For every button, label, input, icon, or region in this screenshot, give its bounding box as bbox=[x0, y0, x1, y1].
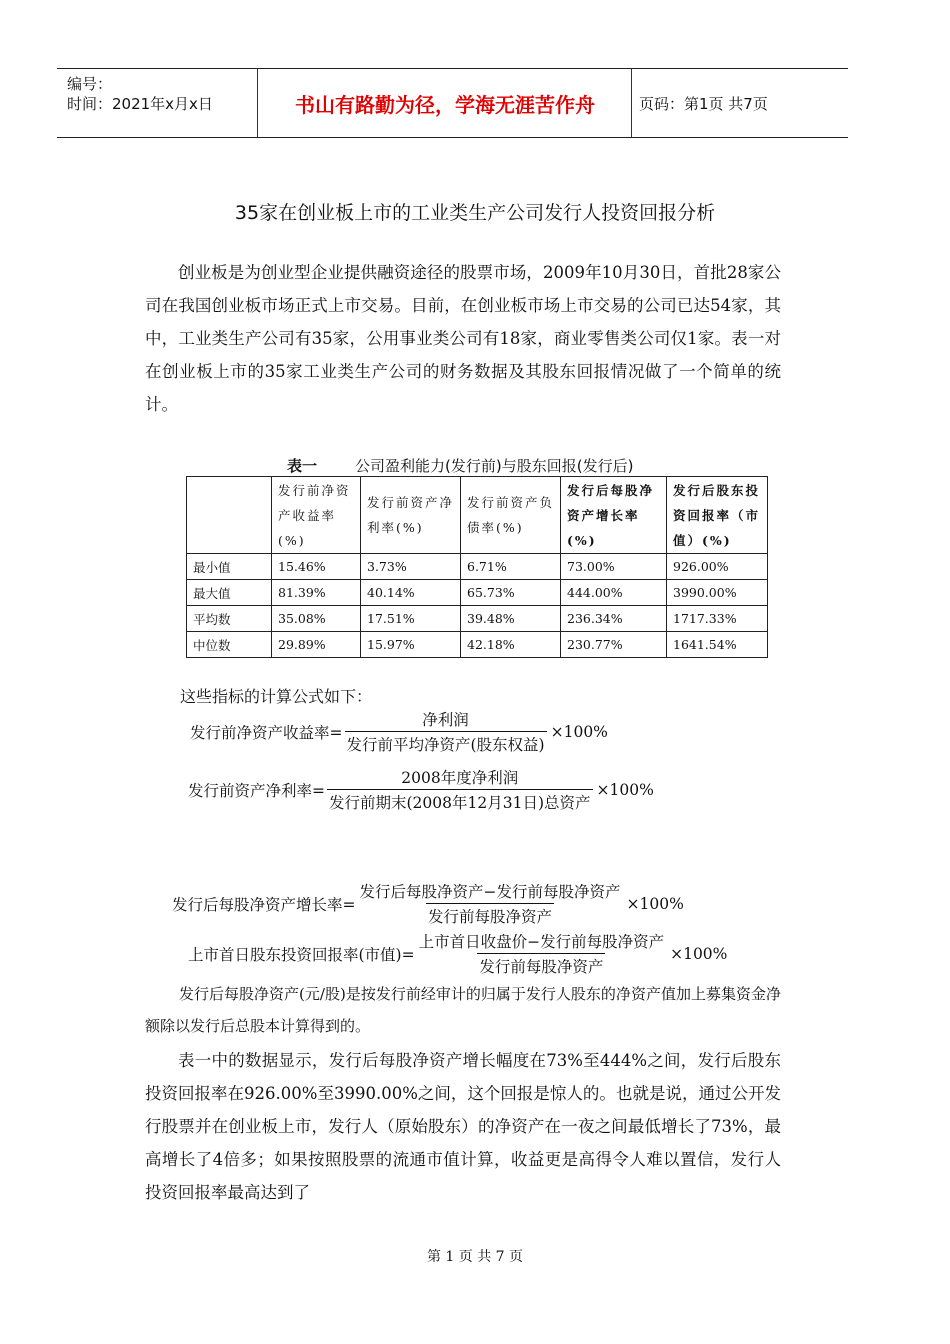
formula-intro: 这些指标的计算公式如下： bbox=[180, 687, 373, 706]
table-row bbox=[187, 606, 768, 632]
formula-fraction bbox=[417, 930, 667, 977]
formula-lhs: 上市首日股东投资回报率(市值)= bbox=[188, 945, 415, 964]
table-row bbox=[187, 580, 768, 606]
formula-roe bbox=[190, 708, 610, 755]
formula-numerator: 发行后每股净资产−发行前每股净资产 bbox=[359, 883, 621, 901]
formula-roa bbox=[188, 766, 656, 813]
table-cell: 29.89% bbox=[272, 632, 361, 658]
table-cell: 39.48% bbox=[461, 606, 561, 632]
formula-lhs: 发行后每股净资产增长率= bbox=[172, 895, 356, 914]
table-cell: 42.18% bbox=[461, 632, 561, 658]
header-divider bbox=[631, 69, 632, 137]
table-row bbox=[187, 554, 768, 580]
table-caption-prefix: 表一 bbox=[287, 457, 318, 475]
row-label: 中位数 bbox=[187, 632, 272, 658]
row-label: 最大值 bbox=[187, 580, 272, 606]
number-label: 编号： bbox=[67, 75, 113, 93]
formula-numerator: 净利润 bbox=[422, 711, 469, 729]
formula-denominator: 发行前每股净资产 bbox=[477, 953, 605, 977]
table-cell: 73.00% bbox=[561, 554, 667, 580]
document-title: 35家在创业板上市的工业类生产公司发行人投资回报分析 bbox=[234, 202, 716, 224]
header-divider bbox=[257, 69, 258, 137]
formula-lhs: 发行前净资产收益率= bbox=[190, 723, 343, 742]
formula-denominator: 发行前期末(2008年12月31日)总资产 bbox=[327, 789, 593, 813]
analysis-paragraph: 表一中的数据显示，发行后每股净资产增长幅度在73%至444%之间，发行后股东投资回报率在926.00%至3990.00%之间，这个回报是惊人的。也就是说，通过公开发行股票并在创业板上市，发行人（原始股东）的净资产在一夜之间最低增长了73%，最高增长了4倍多；如果按照股票的流通市值计算，收益更是高得令人难以置信，发行人投资回报率最高达到了 bbox=[145, 1051, 781, 1202]
formula-fraction bbox=[327, 766, 593, 813]
table-cell: 15.46% bbox=[272, 554, 361, 580]
table-cell: 40.14% bbox=[361, 580, 461, 606]
formula-nav-growth bbox=[172, 880, 686, 927]
table-header-cell: 发行后每股净资产增长率(%) bbox=[561, 477, 667, 554]
formula-tail: ×100% bbox=[596, 780, 654, 799]
page-footer: 第 1 页 共 7 页 bbox=[426, 1249, 524, 1265]
table-cell: 236.34% bbox=[561, 606, 667, 632]
intro-paragraph: 创业板是为创业型企业提供融资途径的股票市场，2009年10月30日，首批28家公司在我国创业板市场正式上市交易。目前，在创业板市场上市交易的公司已达54家，其中，工业类生产公司有35家，公用事业类公司有18家，商业零售类公司仅1家。表一对在创业板上市的35家工业类生产公司的财务数据及其股东回报情况做了一个简单的统计。 bbox=[145, 263, 781, 414]
header-meta bbox=[57, 69, 257, 137]
table-cell: 17.51% bbox=[361, 606, 461, 632]
table-cell: 35.08% bbox=[272, 606, 361, 632]
formula-tail: ×100% bbox=[670, 944, 728, 963]
table-cell: 3990.00% bbox=[667, 580, 768, 606]
row-label: 最小值 bbox=[187, 554, 272, 580]
table-header-cell: 发行后股东投资回报率（市值）(%) bbox=[667, 477, 768, 554]
formula-fraction bbox=[358, 880, 623, 927]
header-slogan: 书山有路勤为径，学海无涯苦作舟 bbox=[295, 92, 595, 117]
table-caption-text: 公司盈利能力(发行前)与股东回报(发行后) bbox=[355, 457, 634, 475]
table-cell: 230.77% bbox=[561, 632, 667, 658]
table-cell: 1641.54% bbox=[667, 632, 768, 658]
table-cell: 3.73% bbox=[361, 554, 461, 580]
formula-numerator: 上市首日收盘价−发行前每股净资产 bbox=[418, 933, 665, 951]
table-cell: 81.39% bbox=[272, 580, 361, 606]
formula-denominator: 发行前平均净资产(股东权益) bbox=[345, 731, 547, 755]
formula-lhs: 发行前资产净利率= bbox=[188, 781, 325, 800]
table-header-cell: 发行前资产负债率(%) bbox=[461, 477, 561, 554]
formula-tail: ×100% bbox=[550, 722, 608, 741]
table-corner-cell bbox=[187, 477, 272, 554]
table-cell: 65.73% bbox=[461, 580, 561, 606]
table-header-row bbox=[187, 477, 768, 554]
formula-numerator: 2008年度净利润 bbox=[401, 769, 519, 787]
time-label: 时间：2021年x月x日 bbox=[67, 95, 213, 113]
row-label: 平均数 bbox=[187, 606, 272, 632]
stats-table bbox=[186, 476, 768, 658]
table-caption bbox=[287, 455, 633, 476]
note-paragraph: 发行后每股净资产(元/股)是按发行前经审计的归属于发行人股东的净资产值加上募集资金净额除以发行后总股本计算得到的。 bbox=[145, 985, 781, 1035]
table-cell: 6.71% bbox=[461, 554, 561, 580]
table-cell: 15.97% bbox=[361, 632, 461, 658]
formula-denominator: 发行前每股净资产 bbox=[426, 903, 554, 927]
formula-tail: ×100% bbox=[626, 894, 684, 913]
page-header bbox=[57, 68, 848, 138]
table-header-cell: 发行前净资产收益率(%) bbox=[272, 477, 361, 554]
formula-fraction bbox=[345, 708, 547, 755]
table-cell: 444.00% bbox=[561, 580, 667, 606]
table-header-cell: 发行前资产净利率(%) bbox=[361, 477, 461, 554]
table-cell: 1717.33% bbox=[667, 606, 768, 632]
page-label: 页码：第1页 共7页 bbox=[639, 94, 768, 113]
table-row bbox=[187, 632, 768, 658]
formula-return bbox=[188, 930, 729, 977]
table-cell: 926.00% bbox=[667, 554, 768, 580]
